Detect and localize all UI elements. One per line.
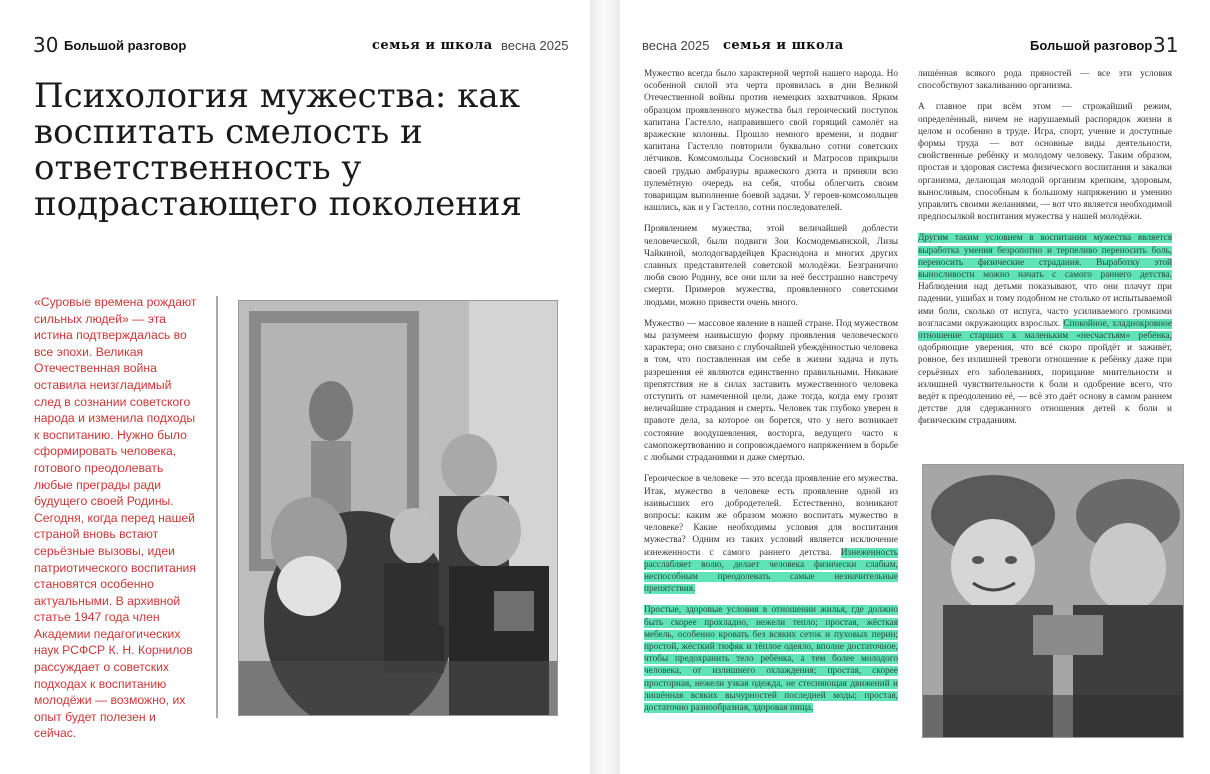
section-label-right: Большой разговор (1030, 38, 1153, 53)
season-left: весна 2025 (501, 38, 569, 53)
paragraph-text: Героическое в человеке — это всегда проявление его мужества. Итак, мужество в человеке есть проявление одной из наивысших его добродетелей. Естественно, возникают вопросы: каким же образом можно воспитать мужество в человеке? Какие необходимы условия для воспитания мужества? Одним из таких условий является исключение изнеженности с самого раннего детства. (644, 474, 898, 558)
paragraph: лишённая всякого рода пряностей — все эти условия способствуют закаливанию организма. (918, 69, 1172, 92)
paragraph: Мужество — массовое явление в нашей стране. Под мужеством мы разумеем наивысшую форму проявления человеческого характера; оно связано с глубочайшей убеждённостью человека в том, что поставленная им себе в жизни задача и путь разрешения её являются единственно правильными. Никакие препятствия не в силах заставить мужественного человека отступить от намеченной цели, даже тогда, когда ему грозят величайшие страдания и смерть. Человек так глубоко уверен в правоте дела, за которое он борется, что у него возникает состояние воодушевления, восторга, ведущего часто к самопожертвованию и сопровождаемого напряжением в борьбе с любыми страданиями и даже смертью. (644, 318, 898, 464)
archive-photo-soldiers (922, 464, 1184, 738)
article-title: Психология мужества: как воспитать смелость и ответственность у подрастающего поколения (34, 76, 522, 224)
paragraph: Мужество всегда было характерной чертой нашего народа. Но особенной силой эта черта проявилась в дни Великой Отечественной войны против немецких захватчиков. Ярким образцом проявленного мужества был героический поступок капитана Гастелло, направившего свой горящий самолёт на вражеские колонны. Прошло немного времени, и подвиг капитана Гастелло повторили буквально сотни советских лётчиков. Комсомольцы Сосновский и Матросов прикрыли своей грудью амбразуры вражеского дзота и приняли всю пулемётную очередь на себя, чтобы облегчить своим товарищам выполнение боевой задачи. У героев-комсомольцев нашлись, как и у Гастелло, сотни последователей. (644, 69, 898, 214)
section-label-left: Большой разговор (64, 38, 187, 53)
magazine-name-left: семья и школа (372, 38, 493, 53)
paragraph (644, 473, 898, 595)
highlighted-text: Другим таким условием в воспитании мужества является выработка умения безропотно и терпеливо переносить боль, переносить физические страдания. Выработку этой выносливости можно начать с самого раннего детства. (918, 233, 1172, 281)
right-page (620, 0, 1210, 774)
paragraph (918, 232, 1172, 427)
page-number-left: 30 (33, 33, 59, 57)
paragraph: А главное при всём этом — строжайший режим, определённый, ничем не нарушаемый распорядок жизни в целом и особенно в труде. Игра, спорт, учение и доступные формы труда — вот основные виды деятельности, свойственные ребёнку и молодому человеку. Таким образом, простая и здоровая система физического воспитания и закалки организма, делающая молодой организм крепким, здоровым, выносливым, способным к большому напряжению и умению управлять своими желаниями, — вот что является необходимой предпосылкой воспитания мужества у нашей молодёжи. (918, 102, 1172, 223)
spread-gutter (590, 0, 620, 774)
highlighted-text: Простые, здоровые условия в отношении жилья, где должно быть скорее прохладно, нежели тепло; простая, жёсткая мебель, особенно кровать без всяких сеток и пуховых перин; простой, жёсткий тюфяк и тёплое одеяло, вполне достаточное, чтобы предохранить тело ребёнка, а тем более молодого человека, от излишнего охлаждения; простая, скорее просторная, нежели узкая одежда, не стесняющая движений и лишённая всяких вычурностей последней моды; простая, достаточно разнообразная, здоровая пища, (644, 605, 898, 713)
highlighted-text: Спокойное, хладнокровное отношение старших к маленьким «несчастьям» ребёнка, (918, 318, 1172, 342)
magazine-name-right: семья и школа (723, 38, 844, 53)
paragraph-text: Наблюдения над детьми показывают, что они плачут при падении, ушибах и тому подобном не столько от испытываемой ими боли, сколько от испуга, часто усиливаемого громкими возгласами окружающих взрослых. (918, 282, 1172, 329)
divider-line (216, 296, 218, 718)
text-column-1 (644, 68, 898, 723)
lead-paragraph: «Суровые времена рождают сильных людей» — эта истина подтверждалась во все эпохи. Великая Отечественная война оставила неизгладимый след в сознании советского народа и изменила подходы к воспитанию. Нужно было сформировать человека, готового преодолевать любые преграды ради будущего своей Родины. Сегодня, когда перед нашей страной вновь встают серьёзные вызовы, идеи патриотического воспитания становятся особенно актуальными. В архивной статье 1947 года член Академии педагогических наук РСФСР К. Н. Корнилов рассуждает о советских подходах к воспитанию молодёжи — возможно, их опыт будет полезен и сейчас. (34, 295, 197, 741)
page-number-right: 31 (1153, 33, 1179, 57)
season-right: весна 2025 (642, 38, 710, 53)
text-column-2 (918, 68, 1172, 437)
paragraph: Проявлением мужества, этой величайшей доблести человеческой, были подвиги Зои Космодемьянской, Лизы Чайкиной, молодогвардейцев Краснодона и многих других славных представителей советской молодёжи. Безгранично любя свою Родину, все они шли за неё бесстрашно навстречу смерти. Примеров мужества, проявленного советскими людьми, можно привести очень много. (644, 224, 898, 308)
paragraph-text: одобряющие уверения, что всё скоро пройдёт и заживёт, ровное, без излишней тревоги отношение к ребёнку даже при серьёзных его заболеваниях, порицание мнительности и излишней чувствительности к боли и одобрение всего, что ведёт к преодолению её, — всё это даёт основу в самом раннем детстве для сдержанного отношения детей к боли и физическим страданиям. (918, 343, 1172, 427)
left-page (0, 0, 590, 774)
highlighted-text: Изнеженность расслабляет волю, делает человека физически слабым, неспособным преодолевать самые незначительные препятствия. (644, 547, 899, 595)
archive-photo-family (238, 300, 558, 716)
paragraph (644, 604, 898, 714)
